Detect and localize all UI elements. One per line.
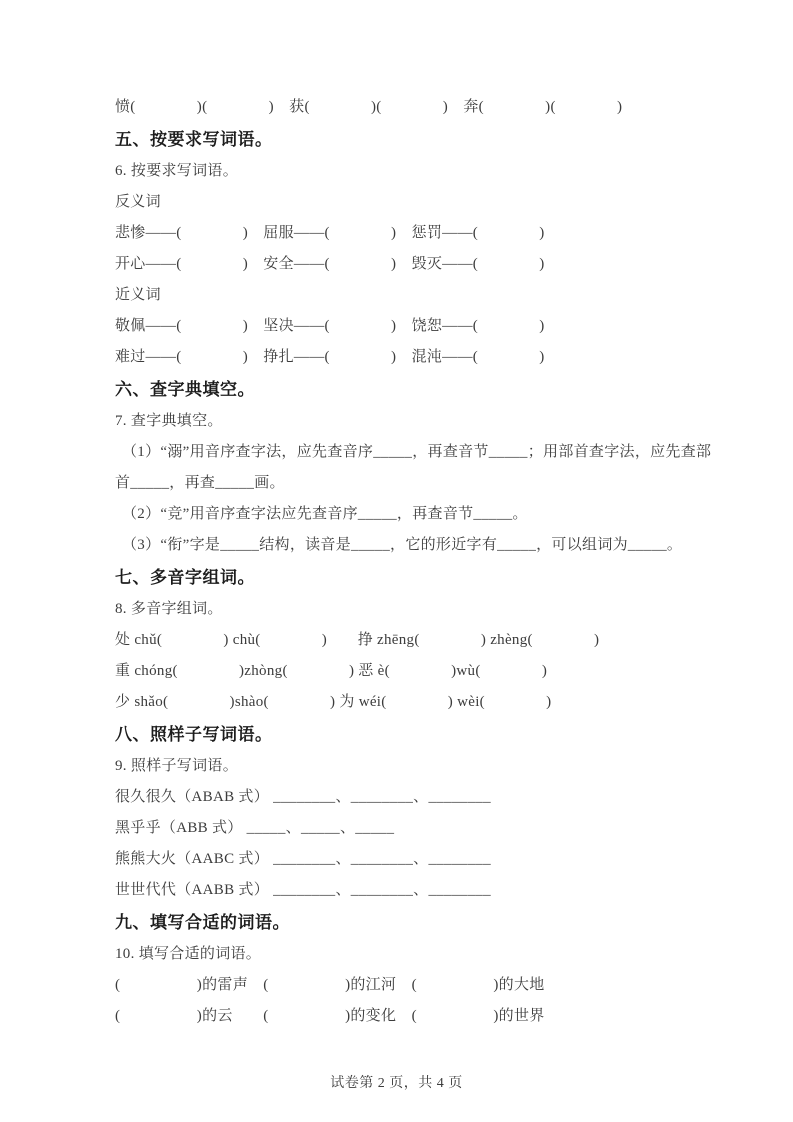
question-7-title: 7. 查字典填空。 <box>115 413 223 429</box>
antonym-row: 开心——( ) 安全——( ) 毁灭——( ) <box>115 256 545 272</box>
antonym-row: 悲惨——( ) 屈服——( ) 惩罚——( ) <box>115 225 545 241</box>
phrase-fill-row: ( )的云 ( )的变化 ( )的世界 <box>115 1008 545 1024</box>
word-pattern-row-abab: 很久很久（ABAB 式） ________、________、________ <box>115 789 491 805</box>
question-9-title: 9. 照样子写词语。 <box>115 758 239 774</box>
question-10-title: 10. 填写合适的词语。 <box>115 946 262 962</box>
dictionary-subquestion-1: （1）“溺”用音序查字法，应先查音序_____，再查音节_____；用部首查字法，应先查部 <box>122 444 712 460</box>
section-6-heading: 六、查字典填空。 <box>115 380 255 399</box>
question-8-title: 8. 多音字组词。 <box>115 601 223 617</box>
dictionary-subquestion-1-continued: 首_____，再查_____画。 <box>115 475 285 491</box>
section-8-heading: 八、照样子写词语。 <box>115 725 273 744</box>
word-pattern-row-aabc: 熊熊大火（AABC 式） ________、________、________ <box>115 851 491 867</box>
synonym-row: 敬佩——( ) 坚决——( ) 饶恕——( ) <box>115 318 545 334</box>
section-5-heading: 五、按要求写词语。 <box>115 130 273 149</box>
phrase-fill-row: ( )的雷声 ( )的江河 ( )的大地 <box>115 977 545 993</box>
polyphone-row: 处 chǔ( ) chù( ) 挣 zhēng( ) zhèng( ) <box>115 632 600 648</box>
polyphone-row: 少 shǎo( )shào( ) 为 wéi( ) wèi( ) <box>115 694 552 710</box>
section-7-heading: 七、多音字组词。 <box>115 568 255 587</box>
word-pattern-row-abb: 黑乎乎（ABB 式） _____、_____、_____ <box>115 820 395 836</box>
dictionary-subquestion-3: （3）“衔”字是_____结构，读音是_____，它的形近字有_____，可以组词为_____。 <box>122 537 683 553</box>
question-6-title: 6. 按要求写词语。 <box>115 163 239 179</box>
character-blank-fill-row: 愤( )( ) 获( )( ) 奔( )( ) <box>115 99 623 115</box>
word-pattern-row-aabb: 世世代代（AABB 式） ________、________、________ <box>115 882 491 898</box>
section-9-heading: 九、填写合适的词语。 <box>115 913 290 932</box>
synonym-label: 近义词 <box>115 287 161 303</box>
synonym-row: 难过——( ) 挣扎——( ) 混沌——( ) <box>115 349 545 365</box>
polyphone-row: 重 chóng( )zhòng( ) 恶 è( )wù( ) <box>115 663 548 679</box>
dictionary-subquestion-2: （2）“竞”用音序查字法应先查音序_____，再查音节_____。 <box>122 506 528 522</box>
page-footer: 试卷第 2 页，共 4 页 <box>330 1076 463 1091</box>
antonym-label: 反义词 <box>115 194 161 210</box>
